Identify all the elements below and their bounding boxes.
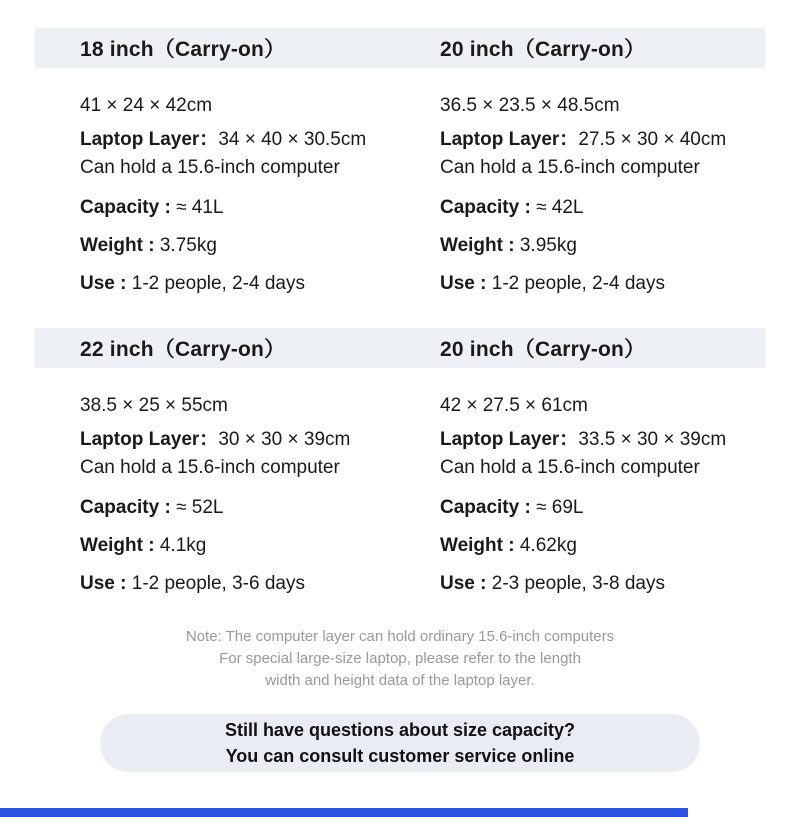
weight-label: Weight : xyxy=(440,235,520,256)
capacity-line xyxy=(80,194,440,222)
use-value: 1-2 people, 2-4 days xyxy=(491,273,665,294)
use-line xyxy=(80,270,440,298)
weight-line xyxy=(80,532,440,560)
laptop-layer-label: Laptop Layer： xyxy=(440,129,579,150)
laptop-layer-label: Laptop Layer： xyxy=(440,429,579,450)
weight-value: 4.62kg xyxy=(519,535,577,556)
use-value: 2-3 people, 3-8 days xyxy=(491,573,665,594)
capacity-label: Capacity : xyxy=(440,197,537,218)
footnote-line-1: Note: The computer layer can hold ordinary 15.6-inch computers xyxy=(185,628,615,645)
weight-line xyxy=(440,232,726,260)
capacity-value: ≈ 41L xyxy=(176,197,224,218)
laptop-layer-value: 30 × 30 × 39cm xyxy=(218,429,351,450)
hold-note-text: Can hold a 15.6-inch computer xyxy=(80,457,340,478)
dimensions-text: 38.5 × 25 × 55cm xyxy=(80,395,228,416)
laptop-layer-line xyxy=(440,126,726,154)
weight-label: Weight : xyxy=(80,535,160,556)
use-value: 1-2 people, 3-6 days xyxy=(131,573,305,594)
size-row-1 xyxy=(35,28,765,298)
laptop-layer-value: 34 × 40 × 30.5cm xyxy=(218,129,367,150)
use-line xyxy=(440,270,726,298)
footnote-line-2: For special large-size laptop, please refer to the length xyxy=(219,650,581,667)
spec-column-20inch xyxy=(440,92,726,298)
size-title-20inch: 20 inch（Carry-on） xyxy=(440,38,646,61)
use-label: Use : xyxy=(80,573,132,594)
size-row-2-specs xyxy=(35,368,765,598)
size-row-1-specs xyxy=(35,68,765,298)
weight-label: Weight : xyxy=(440,535,520,556)
size-title-20inch-b: 20 inch（Carry-on） xyxy=(440,338,646,361)
laptop-layer-value: 33.5 × 30 × 39cm xyxy=(578,429,727,450)
laptop-layer-line xyxy=(80,126,440,154)
spec-column-20inch-b xyxy=(440,392,726,598)
capacity-line xyxy=(440,494,726,522)
use-line xyxy=(80,570,440,598)
capacity-value: ≈ 69L xyxy=(536,497,584,518)
use-line xyxy=(440,570,726,598)
dimensions-text: 42 × 27.5 × 61cm xyxy=(440,395,588,416)
dimensions-text: 36.5 × 23.5 × 48.5cm xyxy=(440,95,620,116)
dimensions-text: 41 × 24 × 42cm xyxy=(80,95,213,116)
weight-label: Weight : xyxy=(80,235,160,256)
hold-note-text: Can hold a 15.6-inch computer xyxy=(440,457,700,478)
spec-column-18inch xyxy=(80,92,440,298)
spec-column-22inch xyxy=(80,392,440,598)
laptop-layer-line xyxy=(440,426,726,454)
size-row-2-header-band xyxy=(35,328,765,368)
capacity-label: Capacity : xyxy=(80,197,177,218)
laptop-layer-line xyxy=(80,426,440,454)
size-title-18inch: 18 inch（Carry-on） xyxy=(80,38,286,61)
laptop-layer-value: 27.5 × 30 × 40cm xyxy=(578,129,727,150)
weight-value: 4.1kg xyxy=(159,535,207,556)
laptop-layer-label: Laptop Layer： xyxy=(80,129,219,150)
capacity-label: Capacity : xyxy=(80,497,177,518)
footnote xyxy=(0,626,800,692)
cta-line-2: You can consult customer service online xyxy=(225,746,575,766)
use-value: 1-2 people, 2-4 days xyxy=(131,273,305,294)
capacity-line xyxy=(80,494,440,522)
use-label: Use : xyxy=(440,273,492,294)
weight-line xyxy=(440,532,726,560)
size-title-22inch: 22 inch（Carry-on） xyxy=(80,338,286,361)
size-row-2 xyxy=(35,328,765,598)
capacity-line xyxy=(440,194,726,222)
hold-note-text: Can hold a 15.6-inch computer xyxy=(440,157,700,178)
use-label: Use : xyxy=(440,573,492,594)
footnote-line-3: width and height data of the laptop layer. xyxy=(265,672,535,689)
weight-value: 3.75kg xyxy=(159,235,217,256)
weight-line xyxy=(80,232,440,260)
use-label: Use : xyxy=(80,273,132,294)
hold-note-text: Can hold a 15.6-inch computer xyxy=(80,157,340,178)
size-row-1-header-band xyxy=(35,28,765,68)
weight-value: 3.95kg xyxy=(519,235,577,256)
capacity-value: ≈ 42L xyxy=(536,197,584,218)
capacity-label: Capacity : xyxy=(440,497,537,518)
scroll-progress-bar xyxy=(0,808,688,817)
consult-customer-service-button[interactable] xyxy=(100,714,700,772)
laptop-layer-label: Laptop Layer： xyxy=(80,429,219,450)
cta-line-1: Still have questions about size capacity? xyxy=(224,720,576,740)
capacity-value: ≈ 52L xyxy=(176,497,224,518)
